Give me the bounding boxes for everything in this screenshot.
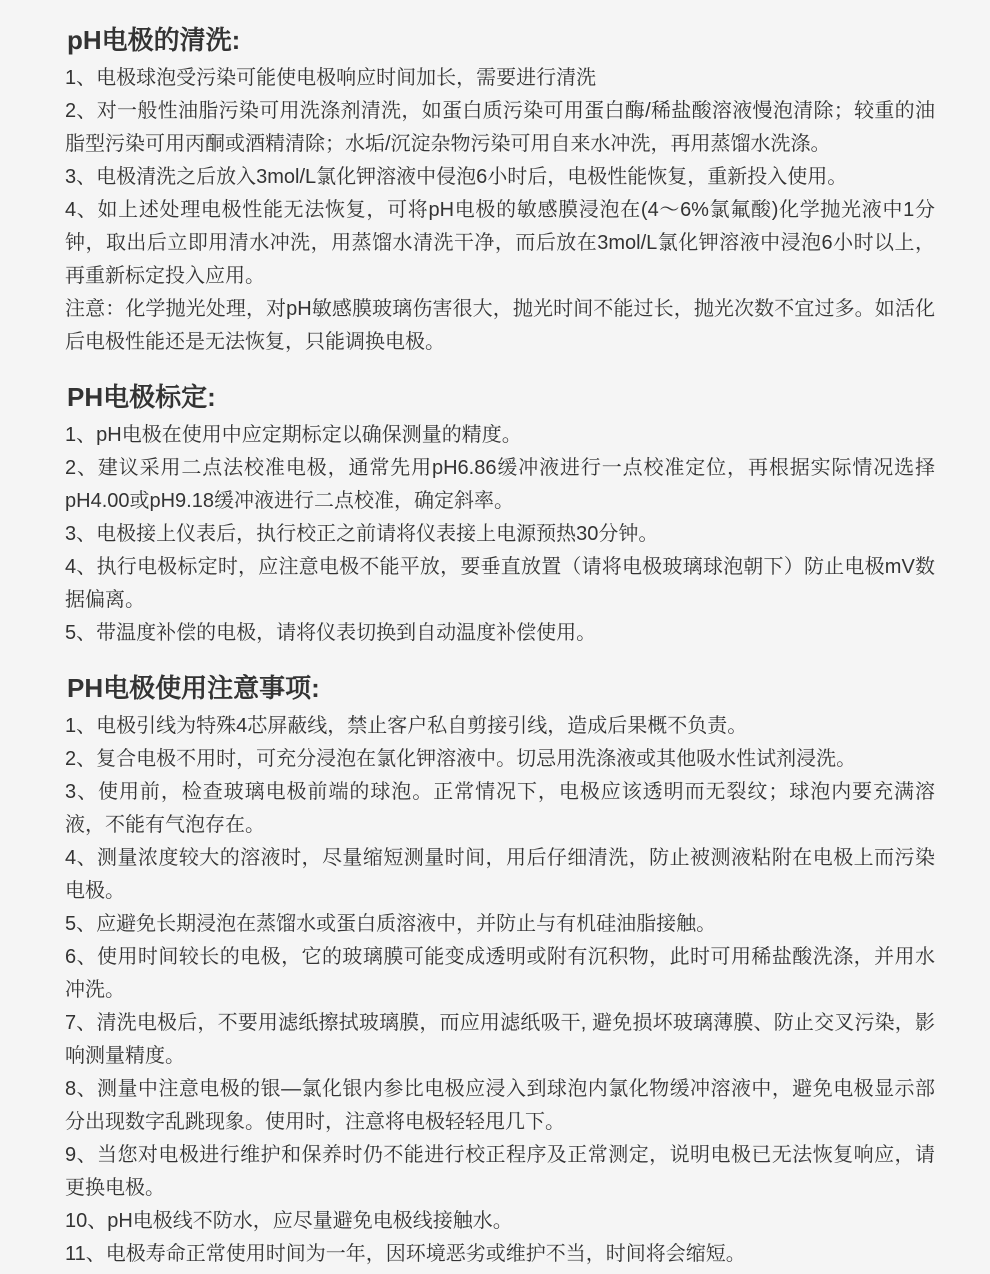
list-item: 1、pH电极在使用中应定期标定以确保测量的精度。 [65,424,522,446]
list-item: 11、电极寿命正常使用时间为一年，因环境恶劣或维护不当，时间将会缩短。 [65,1243,746,1265]
list-item: 3、使用前，检查玻璃电极前端的球泡。正常情况下，电极应该透明而无裂纹；球泡内要充满溶液，不能有气泡存在。 [65,781,935,836]
document-section [65,22,935,359]
list-item: 9、当您对电极进行维护和保养时仍不能进行校正程序及正常测定，说明电极已无法恢复响应，请更换电极。 [65,1144,935,1199]
list-item: 10、pH电极线不防水，应尽量避免电极线接触水。 [65,1210,513,1232]
list-item: 7、清洗电极后，不要用滤纸擦拭玻璃膜，而应用滤纸吸干, 避免损坏玻璃薄膜、防止交叉污染，影响测量精度。 [65,1012,935,1067]
list-item: 1、电极引线为特殊4芯屏蔽线，禁止客户私自剪接引线，造成后果概不负责。 [65,715,748,737]
list-item: 8、测量中注意电极的银—氯化银内参比电极应浸入到球泡内氯化物缓冲溶液中，避免电极显示部分出现数字乱跳现象。使用时，注意将电极轻轻甩几下。 [65,1078,935,1133]
list-item: 注意：化学抛光处理，对pH敏感膜玻璃伤害很大，抛光时间不能过长，抛光次数不宜过多。如活化后电极性能还是无法恢复，只能调换电极。 [65,298,935,353]
list-item: 4、测量浓度较大的溶液时，尽量缩短测量时间，用后仔细清洗，防止被测液粘附在电极上而污染电极。 [65,847,935,902]
document-body [65,22,935,1271]
document-section [65,670,935,1271]
list-item: 5、应避免长期浸泡在蒸馏水或蛋白质溶液中，并防止与有机硅油脂接触。 [65,913,717,935]
list-item: 2、对一般性油脂污染可用洗涤剂清洗，如蛋白质污染可用蛋白酶/稀盐酸溶液慢泡清除；较重的油脂型污染可用丙酮或酒精清除；水垢/沉淀杂物污染可用自来水冲洗，再用蒸馏水洗涤。 [65,100,935,155]
list-item: 2、复合电极不用时，可充分浸泡在氯化钾溶液中。切忌用洗涤液或其他吸水性试剂浸洗。 [65,748,857,770]
section-items [65,62,935,359]
list-item: 4、执行电极标定时，应注意电极不能平放，要垂直放置（请将电极玻璃球泡朝下）防止电极mV数据偏离。 [65,556,935,611]
list-item: 3、电极清洗之后放入3mol/L氯化钾溶液中侵泡6小时后，电极性能恢复，重新投入使用。 [65,166,848,188]
section-heading: pH电极的清洗: [67,25,241,55]
section-items [65,710,935,1271]
list-item: 3、电极接上仪表后，执行校正之前请将仪表接上电源预热30分钟。 [65,523,659,545]
document-section [65,379,935,650]
list-item: 5、带温度补偿的电极，请将仪表切换到自动温度补偿使用。 [65,622,597,644]
section-items [65,419,935,650]
section-heading: PH电极使用注意事项: [67,673,320,703]
list-item: 6、使用时间较长的电极，它的玻璃膜可能变成透明或附有沉积物，此时可用稀盐酸洗涤，并用水冲洗。 [65,946,935,1001]
list-item: 4、如上述处理电极性能无法恢复，可将pH电极的敏感膜浸泡在(4～6%氯氟酸)化学抛光液中1分钟，取出后立即用清水冲洗，用蒸馏水清洗干净，而后放在3mol/L氯化钾溶液中浸泡6小时以上，再重新标定投入应用。 [65,199,935,287]
list-item: 2、建议采用二点法校准电极，通常先用pH6.86缓冲液进行一点校准定位，再根据实际情况选择pH4.00或pH9.18缓冲液进行二点校准，确定斜率。 [65,457,935,512]
section-heading: PH电极标定: [67,382,216,412]
list-item: 1、电极球泡受污染可能使电极响应时间加长，需要进行清洗 [65,67,597,89]
